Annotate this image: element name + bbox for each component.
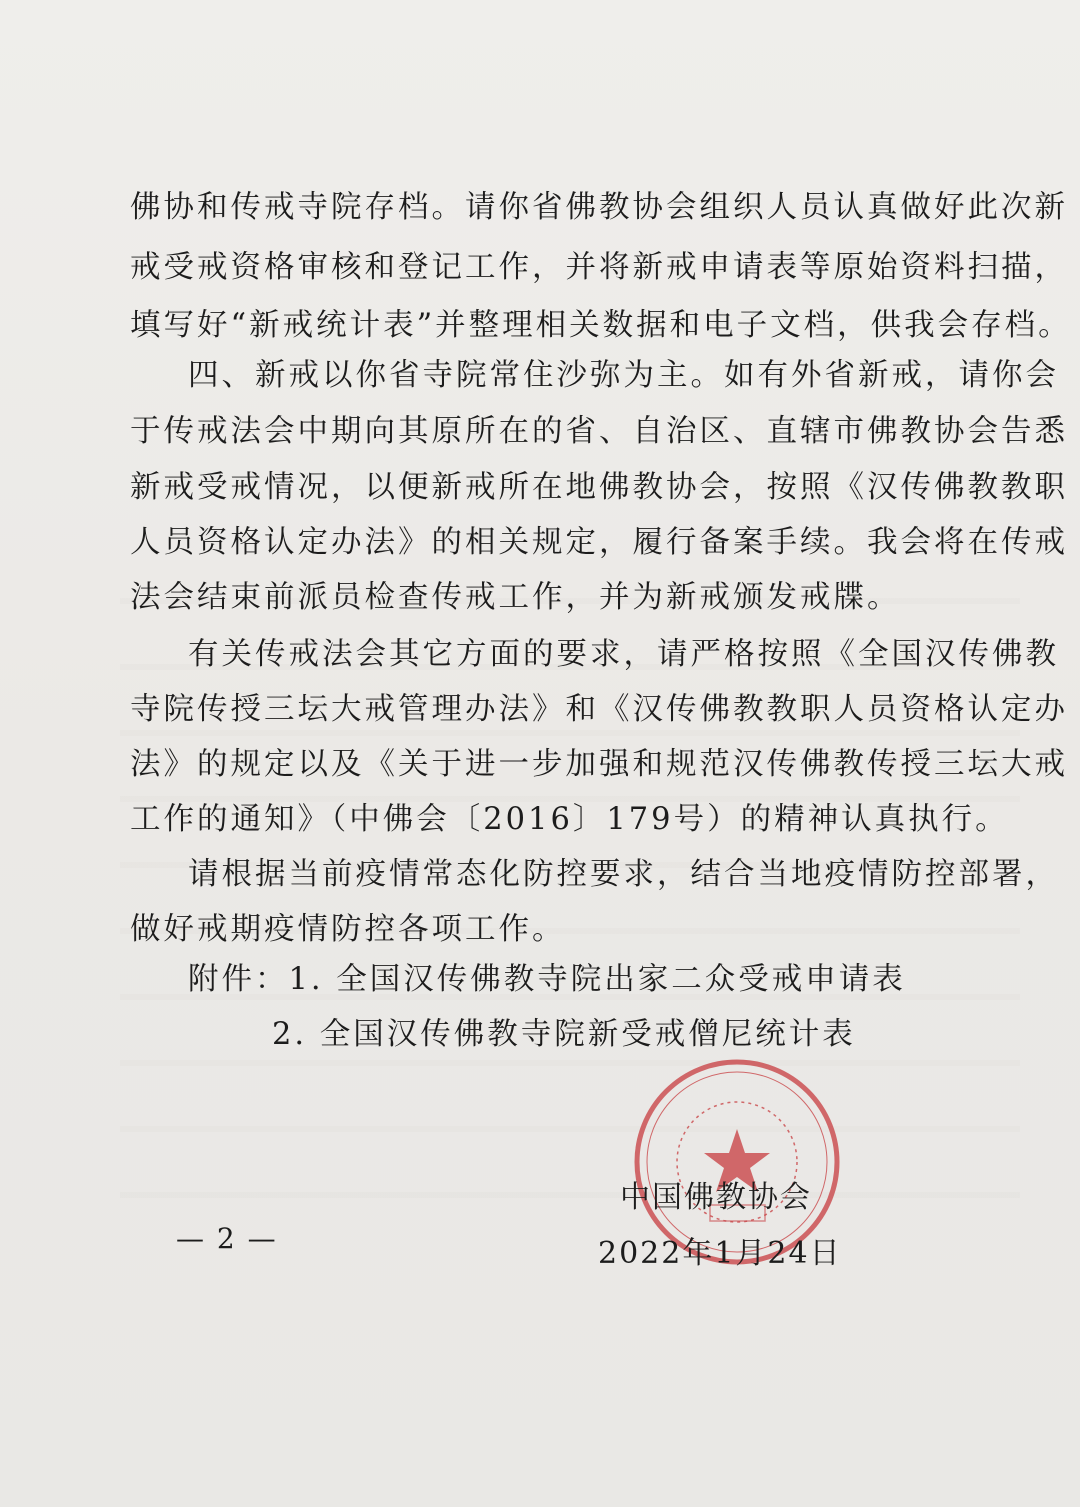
body-line-7: 人员资格认定办法》的相关规定，履行备案手续。我会将在传戒	[130, 525, 1068, 560]
body-line-9: 有关传戒法会其它方面的要求，请严格按照《全国汉传佛教	[188, 637, 1059, 672]
body-line-2: 戒受戒资格审核和登记工作，并将新戒申请表等原始资料扫描，	[130, 250, 1068, 285]
attachment-line-2: 2. 全国汉传佛教寺院新受戒僧尼统计表	[272, 1017, 856, 1052]
body-line-14: 做好戒期疫情防控各项工作。	[130, 912, 566, 947]
body-line-4: 四、新戒以你省寺院常住沙弥为主。如有外省新戒，请你会	[188, 358, 1059, 393]
body-line-8: 法会结束前派员检查传戒工作，并为新戒颁发戒牒。	[130, 580, 901, 615]
attachment-line-1: 附件：1. 全国汉传佛教寺院出家二众受戒申请表	[188, 962, 906, 997]
body-line-3: 填写好“新戒统计表”并整理相关数据和电子文档，供我会存档。	[130, 308, 1072, 343]
body-line-1: 佛协和传戒寺院存档。请你省佛教协会组织人员认真做好此次新	[130, 190, 1068, 225]
body-line-13: 请根据当前疫情常态化防控要求，结合当地疫情防控部署，	[188, 857, 1059, 892]
body-line-6: 新戒受戒情况，以便新戒所在地佛教协会，按照《汉传佛教教职	[130, 470, 1068, 505]
body-line-10: 寺院传授三坛大戒管理办法》和《汉传佛教教职人员资格认定办	[130, 692, 1068, 727]
body-line-5: 于传戒法会中期向其原所在的省、自治区、直辖市佛教协会告悉	[130, 414, 1068, 449]
body-line-11: 法》的规定以及《关于进一步加强和规范汉传佛教传授三坛大戒	[130, 747, 1068, 782]
body-line-12: 工作的通知》（中佛会〔2016〕179号）的精神认真执行。	[130, 802, 1009, 837]
signature-org: 中国佛教协会	[620, 1180, 812, 1215]
signature-date: 2022年1月24日	[598, 1236, 842, 1271]
page-number: — 2 —	[176, 1222, 278, 1255]
